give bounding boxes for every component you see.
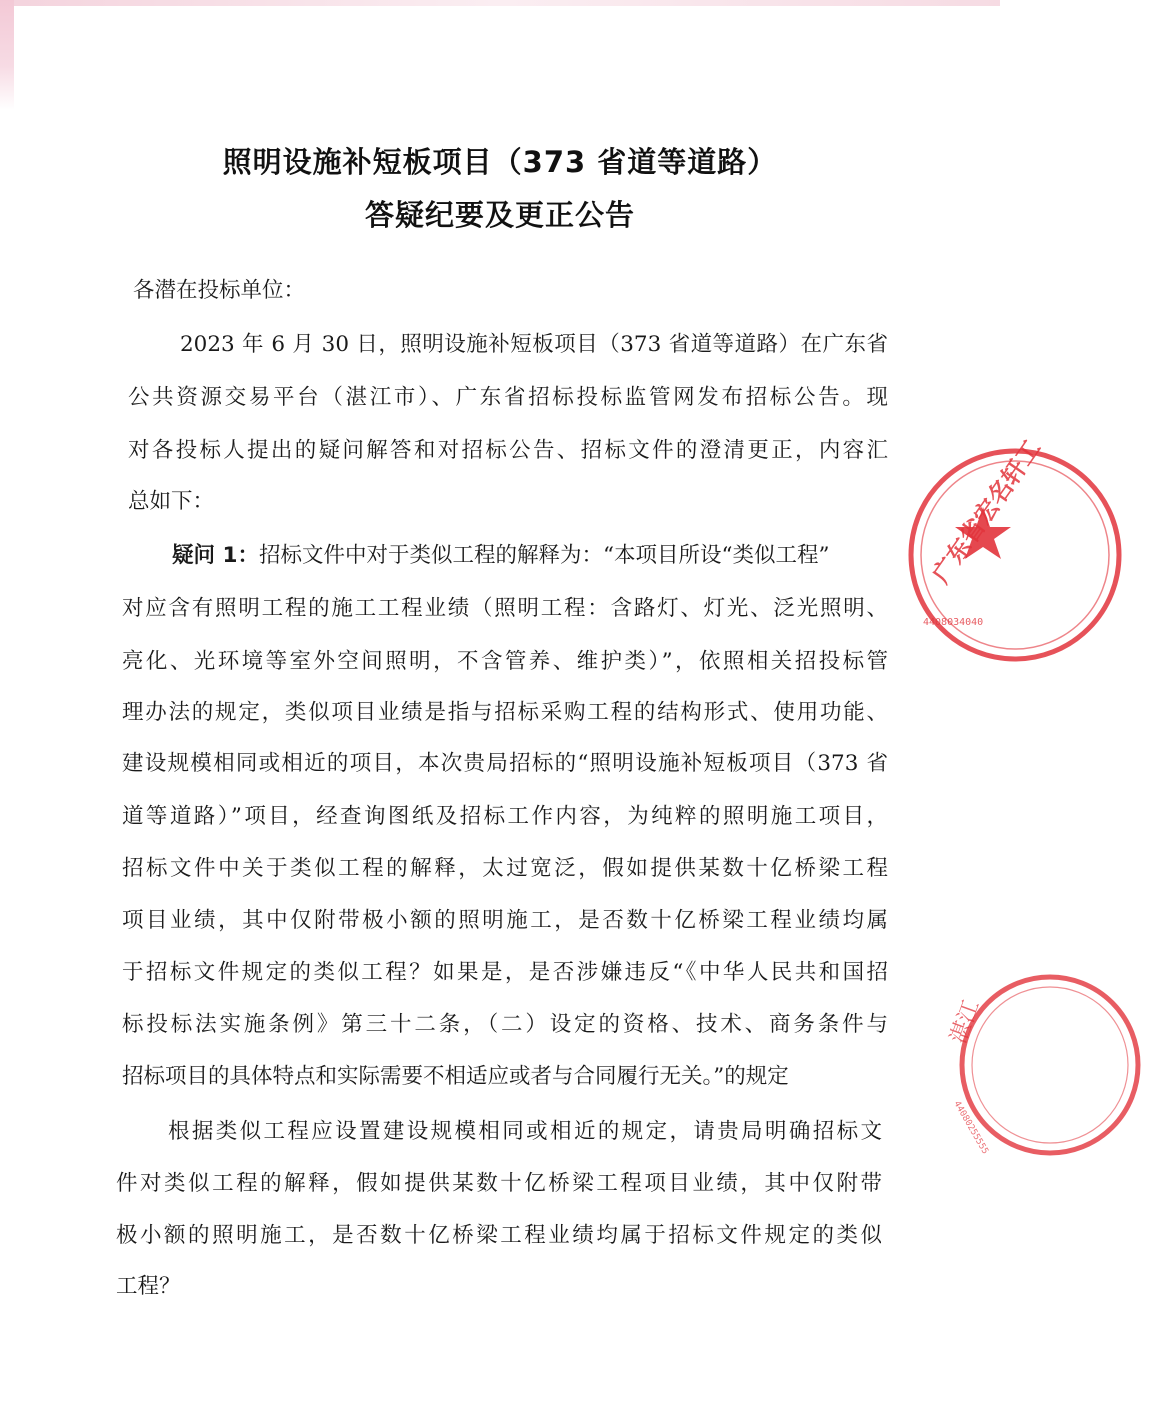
intro-line-2: 公共资源交易平台（湛江市）、广东省招标投标监管网发布招标公告。现 — [128, 385, 888, 410]
request-line-1: 根据类似工程应设置建设规模相同或相近的规定，请贵局明确招标文 — [168, 1119, 882, 1144]
question-1-line-4: 理办法的规定，类似项目业绩是指与招标采购工程的结构形式、使用功能、 — [122, 700, 888, 725]
salutation: 各潜在投标单位： — [133, 278, 306, 303]
request-line-2: 件对类似工程的解释，假如提供某数十亿桥梁工程项目业绩，其中仅附带 — [116, 1171, 882, 1196]
question-1-line-7: 招标文件中关于类似工程的解释，太过宽泛，假如提供某数十亿桥梁工程 — [122, 856, 888, 881]
question-1-line-11: 招标项目的具体特点和实际需要不相适应或者与合同履行无关。”的规定 — [122, 1064, 789, 1089]
question-1-line-6: 道等道路）”项目，经查询图纸及招标工作内容，为纯粹的照明施工项目， — [122, 804, 888, 829]
intro-line-1: 2023 年 6 月 30 日，照明设施补短板项目（373 省道等道路）在广东省 — [180, 332, 888, 357]
question-1-line-2: 对应含有照明工程的施工工程业绩（照明工程：含路灯、灯光、泛光照明、 — [122, 596, 888, 621]
request-line-3: 极小额的照明施工，是否数十亿桥梁工程业绩均属于招标文件规定的类似 — [116, 1223, 882, 1248]
question-1-line-3: 亮化、光环境等室外空间照明，不含管养、维护类）”，依照相关招投标管 — [122, 649, 888, 674]
question-1-text: 招标文件中对于类似工程的解释为：“本项目所设“类似工程” — [258, 543, 830, 568]
question-1-line-10: 标投标法实施条例》第三十二条，（二）设定的资格、技术、商务条件与 — [122, 1012, 888, 1037]
question-1-label: 疑问 1： — [172, 543, 259, 568]
request-line-4: 工程？ — [116, 1274, 181, 1299]
company-seal-stamp — [905, 434, 1125, 665]
scan-edge-left — [0, 0, 14, 110]
seal-2-name: 湛江 — [946, 997, 985, 1048]
document-title-line-2: 答疑纪要及更正公告 — [364, 198, 635, 232]
question-1-first-line — [172, 541, 887, 571]
seal-1-name: 广东省宏名轩工 — [926, 434, 1047, 589]
scan-edge-top — [0, 0, 1000, 6]
intro-line-3: 对各投标人提出的疑问解答和对招标公告、招标文件的澄清更正，内容汇 — [128, 438, 888, 463]
official-seal-stamp — [940, 975, 1160, 1195]
question-1-line-9: 于招标文件规定的类似工程？如果是，是否涉嫌违反“《中华人民共和国招 — [122, 960, 888, 985]
seal-1-code: 4408034040 — [923, 617, 984, 628]
document-title-line-1: 照明设施补短板项目（373 省道等道路） — [222, 145, 778, 179]
question-1-line-5: 建设规模相同或相近的项目，本次贵局招标的“照明设施补短板项目（373 省 — [122, 751, 888, 776]
intro-line-4: 总如下： — [128, 489, 215, 514]
seal-2-code: 44080255555 — [951, 1099, 990, 1157]
question-1-line-8: 项目业绩，其中仅附带极小额的照明施工，是否数十亿桥梁工程业绩均属 — [122, 908, 888, 933]
